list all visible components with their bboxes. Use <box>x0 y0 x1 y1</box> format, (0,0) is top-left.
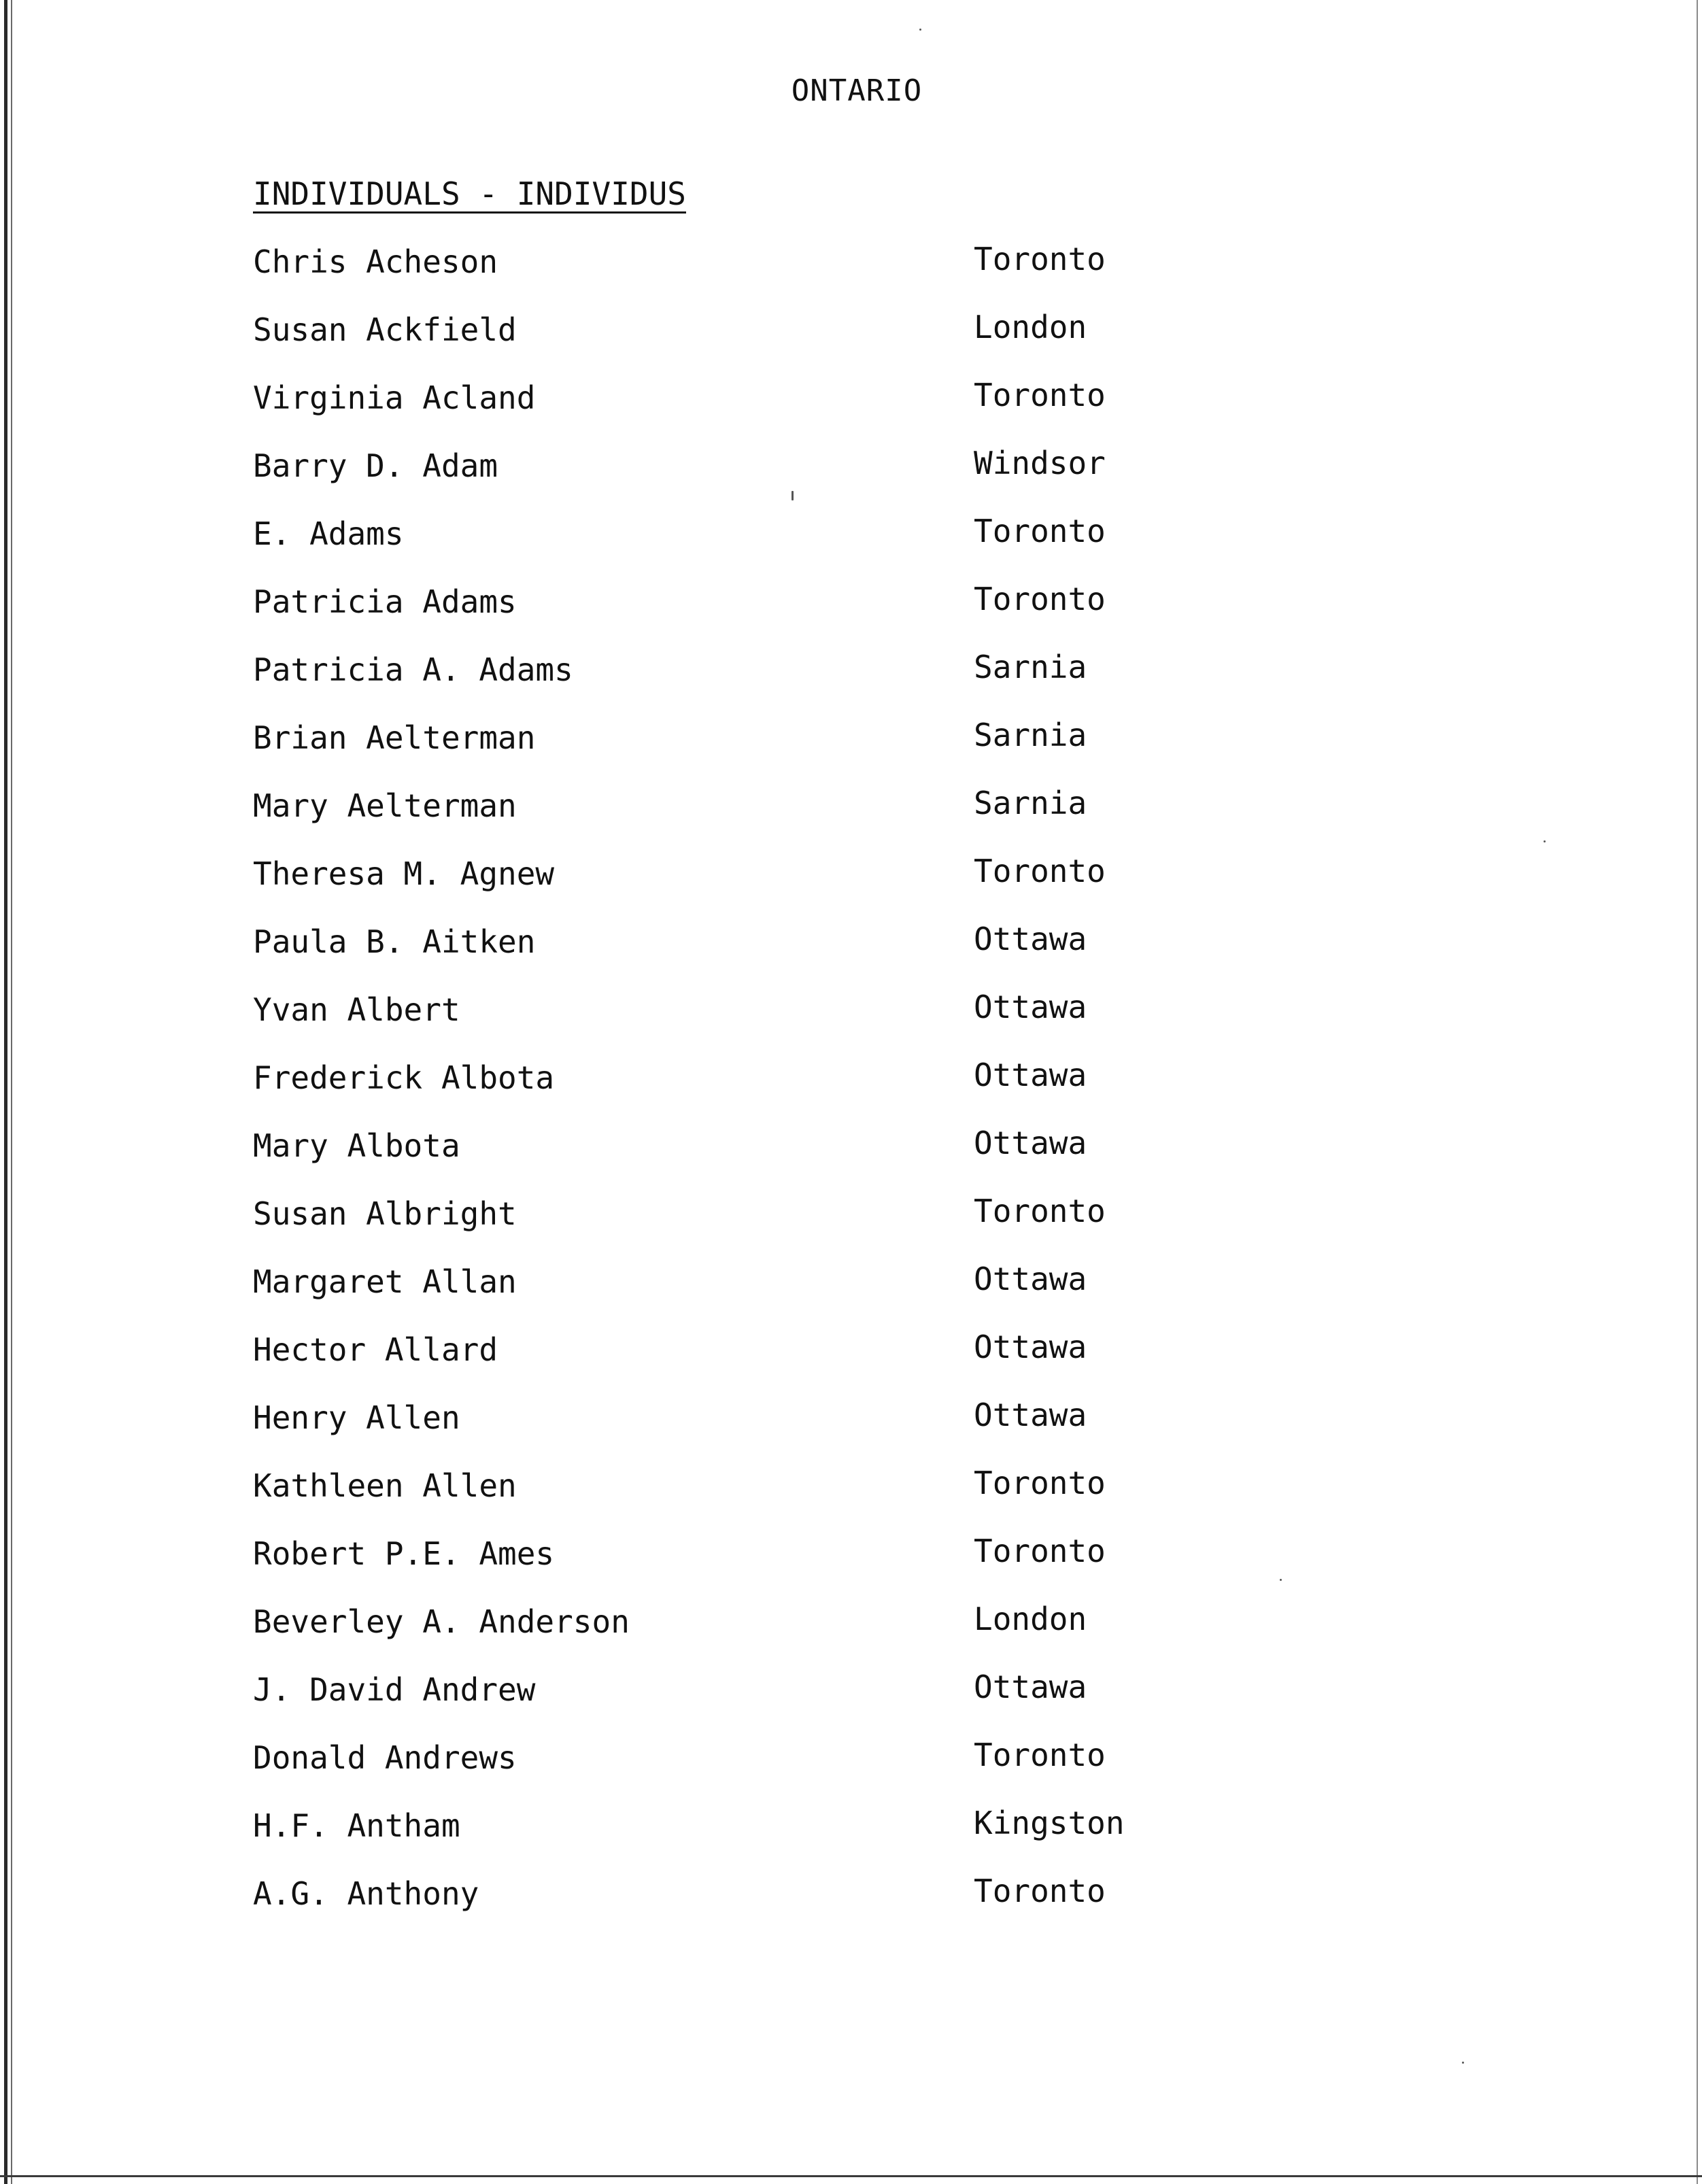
list-item <box>253 1399 1205 1467</box>
entry-city: Ottawa <box>974 989 1087 1025</box>
entry-name: Beverley A. Anderson <box>253 1603 630 1640</box>
entry-city: Sarnia <box>974 717 1087 753</box>
list-item <box>253 991 1205 1059</box>
list-item <box>253 1195 1205 1263</box>
list-item <box>253 1263 1205 1331</box>
entry-city: Toronto <box>974 1465 1106 1501</box>
individuals-list <box>253 243 1205 1943</box>
entry-name: Susan Albright <box>253 1195 517 1232</box>
entry-name: Brian Aelterman <box>253 719 536 756</box>
entry-name: Kathleen Allen <box>253 1467 517 1504</box>
entry-city: London <box>974 309 1087 345</box>
list-item <box>253 447 1205 515</box>
entry-name: Margaret Allan <box>253 1263 517 1300</box>
list-item <box>253 1059 1205 1127</box>
list-item <box>253 583 1205 651</box>
entry-city: Toronto <box>974 1737 1106 1773</box>
scan-edge-right <box>1697 0 1698 2184</box>
entry-city: Sarnia <box>974 649 1087 685</box>
entry-name: Robert P.E. Ames <box>253 1535 555 1572</box>
entry-city: Toronto <box>974 853 1106 889</box>
entry-name: Barry D. Adam <box>253 447 498 484</box>
entry-city: Ottawa <box>974 1329 1087 1365</box>
entry-city: Toronto <box>974 581 1106 617</box>
list-item <box>253 1739 1205 1807</box>
entry-name: Chris Acheson <box>253 243 498 280</box>
list-item <box>253 1535 1205 1603</box>
entry-name: Mary Aelterman <box>253 787 517 824</box>
entry-name: Theresa M. Agnew <box>253 855 555 892</box>
scan-edge-bottom <box>0 2175 1702 2177</box>
list-item <box>253 379 1205 447</box>
scan-edge-left <box>4 0 7 2184</box>
entry-name: Virginia Acland <box>253 379 536 416</box>
list-item <box>253 311 1205 379</box>
list-item <box>253 1467 1205 1535</box>
list-item <box>253 923 1205 991</box>
entry-name: Patricia A. Adams <box>253 651 573 688</box>
entry-city: Toronto <box>974 377 1106 413</box>
entry-name: Donald Andrews <box>253 1739 517 1776</box>
entry-city: Ottawa <box>974 1261 1087 1297</box>
list-item <box>253 1603 1205 1671</box>
list-item <box>253 1127 1205 1195</box>
entry-name: Susan Ackfield <box>253 311 517 348</box>
scan-speck <box>1280 1579 1282 1581</box>
list-item <box>253 787 1205 855</box>
entry-name: H.F. Antham <box>253 1807 460 1844</box>
entry-name: Frederick Albota <box>253 1059 555 1096</box>
list-item <box>253 1807 1205 1875</box>
entry-name: Mary Albota <box>253 1127 460 1164</box>
entry-city: Toronto <box>974 1193 1106 1229</box>
entry-city: Sarnia <box>974 785 1087 821</box>
entry-city: Kingston <box>974 1805 1125 1841</box>
entry-city: Ottawa <box>974 921 1087 957</box>
entry-city: Ottawa <box>974 1669 1087 1705</box>
section-heading: INDIVIDUALS - INDIVIDUS <box>253 175 686 212</box>
list-item <box>253 515 1205 583</box>
scan-speck <box>1462 2062 1464 2064</box>
page-title: ONTARIO <box>791 73 923 108</box>
list-item <box>253 651 1205 719</box>
entry-name: Patricia Adams <box>253 583 517 620</box>
entry-city: Toronto <box>974 241 1106 277</box>
entry-city: Toronto <box>974 1873 1106 1909</box>
entry-name: Hector Allard <box>253 1331 498 1368</box>
scan-edge-left-inner <box>11 0 12 2184</box>
list-item <box>253 719 1205 787</box>
list-item <box>253 1875 1205 1943</box>
scan-speck <box>1544 840 1546 842</box>
entry-city: Toronto <box>974 513 1106 549</box>
entry-name: E. Adams <box>253 515 404 552</box>
list-item <box>253 1671 1205 1739</box>
entry-city: Toronto <box>974 1533 1106 1569</box>
entry-city: Ottawa <box>974 1125 1087 1161</box>
list-item <box>253 1331 1205 1399</box>
entry-name: Yvan Albert <box>253 991 460 1028</box>
entry-name: A.G. Anthony <box>253 1875 479 1912</box>
entry-city: Ottawa <box>974 1397 1087 1433</box>
entry-name: J. David Andrew <box>253 1671 536 1708</box>
scan-speck <box>919 29 921 31</box>
entry-name: Paula B. Aitken <box>253 923 536 960</box>
entry-city: London <box>974 1601 1087 1637</box>
list-item <box>253 855 1205 923</box>
entry-name: Henry Allen <box>253 1399 460 1436</box>
entry-city: Windsor <box>974 445 1106 481</box>
entry-city: Ottawa <box>974 1057 1087 1093</box>
list-item <box>253 243 1205 311</box>
